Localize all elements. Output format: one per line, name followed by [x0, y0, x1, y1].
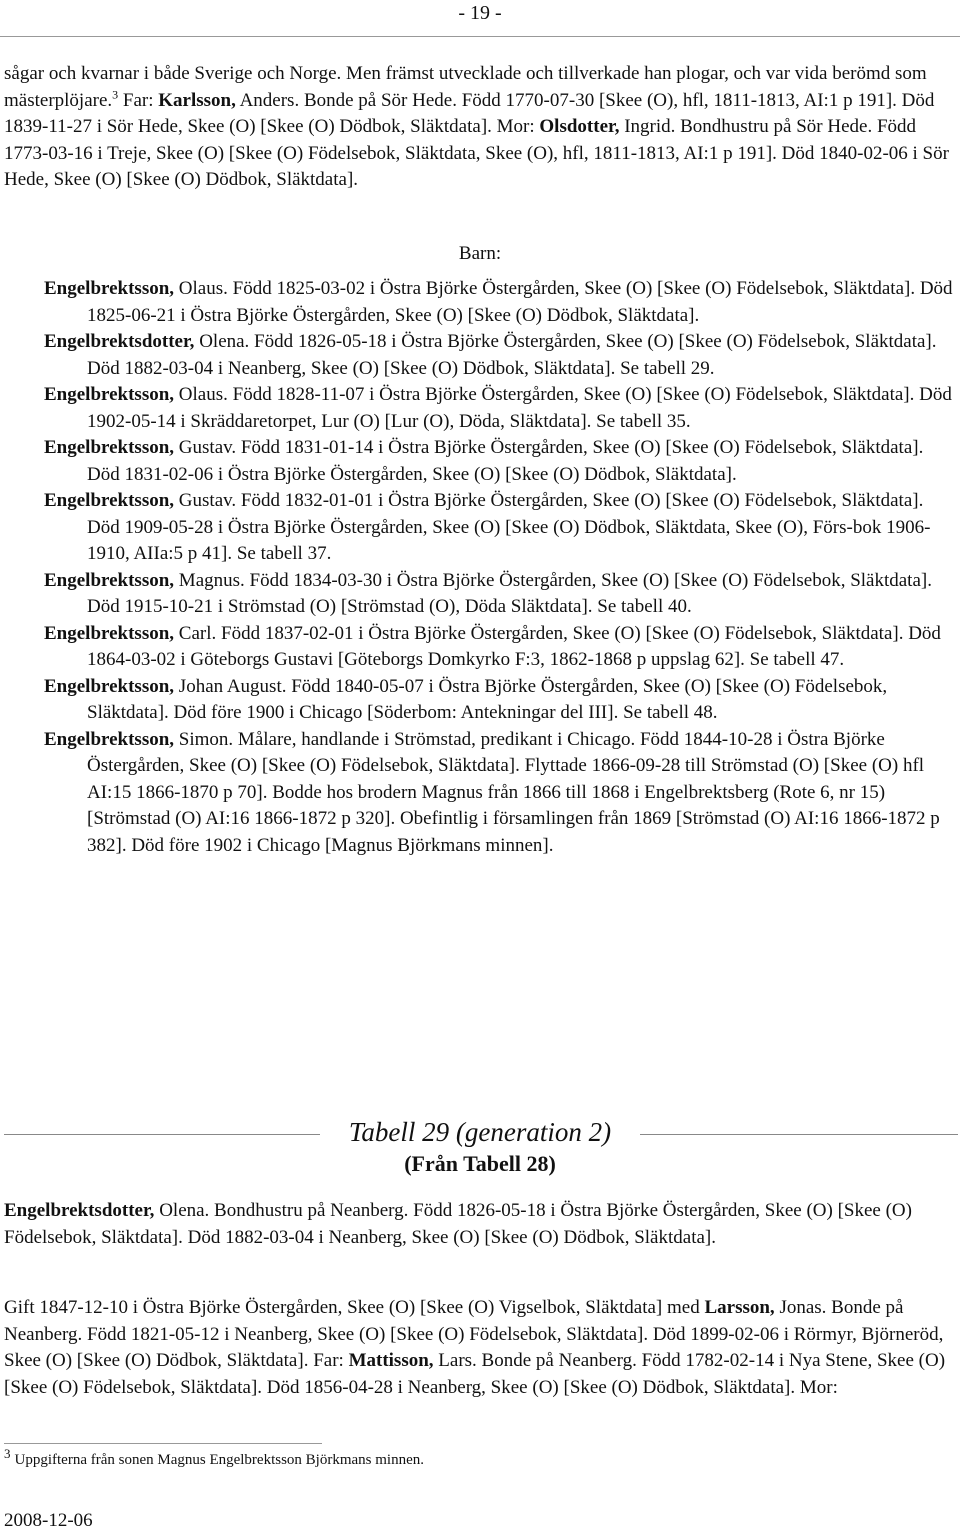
child-details: Gustav. Född 1831-01-14 i Östra Björke Östergården, Skee (O) [Skee (O) Födelsebok, Släktdata]. Död 1831-02-06 i Östra Björke Östergården, Skee (O) [Skee (O) Dödbok, Släktdata]. [87, 437, 924, 485]
list-item [44, 621, 954, 674]
list-item [44, 276, 954, 329]
children-list [44, 276, 954, 859]
person-name: Engelbrektsdotter, [4, 1200, 155, 1221]
table-subtitle: (Från Tabell 28) [404, 1151, 556, 1176]
heading-rule-left [4, 1134, 320, 1135]
list-item [44, 329, 954, 382]
marriage-paragraph [4, 1295, 952, 1401]
table-title: Tabell 29 (generation 2) [348, 1117, 612, 1147]
list-item [44, 382, 954, 435]
footer-date: 2008-12-06 [4, 1510, 93, 1531]
person-paragraph [4, 1198, 952, 1251]
child-details: Olena. Född 1826-05-18 i Östra Björke Östergården, Skee (O) [Skee (O) Födelsebok, Släktdata]. Död 1882-03-04 i Neanberg, Skee (O) [Skee (O) Dödbok, Släktdata]. Se tabell 29. [87, 331, 937, 379]
mother-name: Olsdotter, [539, 116, 620, 137]
intro-text-2: Far: [118, 89, 159, 111]
child-details: Gustav. Född 1832-01-01 i Östra Björke Östergården, Skee (O) [Skee (O) Födelsebok, Släktdata]. Död 1909-05-28 i Östra Björke Östergården, Skee (O) [Skee (O) Dödbok, Släktdata, Skee (O), Förs-bok 1906-1910, AIIa:5 p 41]. Se tabell 37. [87, 490, 931, 564]
footnote [4, 1446, 424, 1469]
child-name: Engelbrektsson, [44, 278, 175, 299]
intro-paragraph [4, 61, 952, 194]
spouse-name: Larsson, [704, 1297, 775, 1318]
heading-rule-right [640, 1134, 958, 1135]
child-name: Engelbrektsson, [44, 384, 175, 405]
child-name: Engelbrektsson, [44, 622, 175, 644]
child-details: Johan August. Född 1840-05-07 i Östra Björke Östergården, Skee (O) [Skee (O) Födelsebok, Släktdata]. Död före 1900 i Chicago [Söderbom: Antekningar del III]. Se tabell 48. [87, 675, 888, 723]
child-name: Engelbrektsson, [44, 437, 175, 458]
footnote-reference: 3 [112, 87, 119, 102]
children-heading: Barn: [458, 243, 502, 264]
intro-text-4: Ingrid. Bondhustru på Sör Hede. Född 1773-03-16 i Treje, Skee (O) [Skee (O) Födelsebok, Släktdata, Skee (O), hfl, 1811-1813, AI:1 p 191]. Död 1840-02-06 i Sör Hede, Skee (O) [Skee (O) Dödbok, Släktdata]. [4, 116, 949, 190]
intro-text-1: sågar och kvarnar i både Sverige och Norge. Men främst utvecklade och tillverkade han plogar, och var vida berömd som mästerplöjare. [4, 63, 927, 111]
child-name: Engelbrektsson, [44, 490, 175, 511]
child-details: Simon. Målare, handlande i Strömstad, predikant i Chicago. Född 1844-10-28 i Östra Björke Östergården, Skee (O) [Skee (O) Födelsebok, Släktdata]. Flyttade 1866-09-28 till Strömstad (O) [Skee (O) hfl AI:15 1866-1870 p 70]. Bodde hos brodern Magnus från 1866 till 1868 i Engelbrektsberg (Rote 6, nr 15) [Strömstad (O) AI:16 1866-1872 p 320]. Obefintlig i församlingen från 1869 [Strömstad (O) AI:16 1866-1872 p 382]. Död före 1902 i Chicago [Magnus Björkmans minnen]. [87, 728, 940, 856]
child-name: Engelbrektsson, [44, 675, 175, 697]
list-item [44, 727, 954, 860]
child-details: Magnus. Född 1834-03-30 i Östra Björke Östergården, Skee (O) [Skee (O) Födelsebok, Släktdata]. Död 1915-10-21 i Strömstad (O) [Strömstad (O), Döda Släktdata]. Se tabell 40. [87, 569, 932, 617]
spouse-father-name: Mattisson, [348, 1350, 434, 1371]
marriage-text-2: Jonas. Bonde på Neanberg. Född 1821-05-12 i Neanberg, Skee (O) [Skee (O) Födelsebok, Släktdata]. Död 1899-02-06 i Rörmyr, Björneröd, Skee (O) [Skee (O) Dödbok, Släktdata]. Far: [4, 1297, 944, 1371]
child-details: Olaus. Född 1828-11-07 i Östra Björke Östergården, Skee (O) [Skee (O) Födelsebok, Släktdata]. Död 1902-05-14 i Skräddaretorpet, Lur (O) [Lur (O), Döda, Släktdata]. Se tabell 35. [87, 384, 952, 432]
footnote-divider [4, 1443, 322, 1444]
child-name: Engelbrektsdotter, [44, 331, 195, 352]
footnote-text: Uppgifterna från sonen Magnus Engelbrektsson Björkmans minnen. [14, 1452, 425, 1468]
person-details: Olena. Bondhustru på Neanberg. Född 1826-05-18 i Östra Björke Östergården, Skee (O) [Skee (O) Födelsebok, Släktdata]. Död 1882-03-04 i Neanberg, Skee (O) [Skee (O) Dödbok, Släktdata]. [4, 1200, 912, 1248]
list-item [44, 435, 954, 488]
child-name: Engelbrektsson, [44, 728, 175, 750]
child-details: Carl. Född 1837-02-01 i Östra Björke Östergården, Skee (O) [Skee (O) Födelsebok, Släktdata]. Död 1864-03-02 i Göteborgs Gustavi [Göteborgs Domkyrko F:3, 1862-1868 p uppslag 62]. Se tabell 47. [87, 622, 941, 670]
footnote-mark: 3 [4, 1446, 11, 1461]
intro-text-3: Anders. Bonde på Sör Hede. Född 1770-07-30 [Skee (O), hfl, 1811-1813, AI:1 p 191]. Död 1839-11-27 i Sör Hede, Skee (O) [Skee (O) Dödbok, Släktdata]. Mor: [4, 89, 935, 137]
marriage-text-1: Gift 1847-12-10 i Östra Björke Östergården, Skee (O) [Skee (O) Vigselbok, Släktdata] med [4, 1297, 705, 1318]
child-name: Engelbrektsson, [44, 569, 175, 591]
list-item [44, 488, 954, 568]
list-item [44, 674, 954, 727]
table-heading [0, 1114, 960, 1154]
header-divider [0, 36, 960, 37]
list-item [44, 568, 954, 621]
marriage-text-3: Lars. Bonde på Neanberg. Född 1782-02-14 i Nya Stene, Skee (O) [Skee (O) Födelsebok, Släktdata]. Död 1856-04-28 i Neanberg, Skee (O) [Skee (O) Dödbok, Släktdata]. Mor: [4, 1350, 946, 1398]
page-number: - 19 - [458, 2, 502, 24]
child-details: Olaus. Född 1825-03-02 i Östra Björke Östergården, Skee (O) [Skee (O) Födelsebok, Släktdata]. Död 1825-06-21 i Östra Björke Östergården, Skee (O) [Skee (O) Dödbok, Släktdata]. [87, 278, 953, 326]
father-name: Karlsson, [158, 89, 236, 111]
